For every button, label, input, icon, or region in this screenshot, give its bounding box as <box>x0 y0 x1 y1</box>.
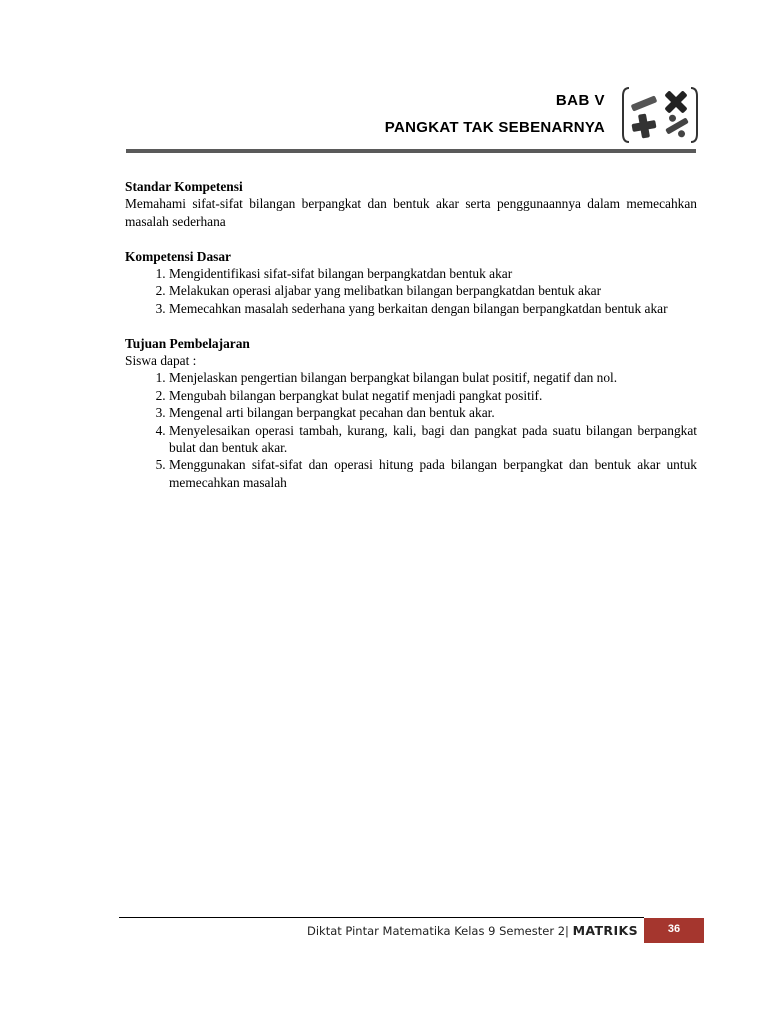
chapter-number: BAB V <box>555 92 605 109</box>
section-title: Tujuan Pembelajaran <box>125 335 250 351</box>
list-item: 2. Melakukan operasi aljabar yang melibatkan bilangan berpangkatdan bentuk akar <box>169 282 697 299</box>
math-operators-icon <box>621 84 699 146</box>
page-number-badge: 36 <box>644 918 704 943</box>
section-tujuan-pembelajaran <box>125 335 697 492</box>
footer-brand: MATRIKS <box>572 923 638 938</box>
list-item: 1. Menjelaskan pengertian bilangan berpangkat bilangan bulat positif, negatif dan nol. <box>169 369 697 386</box>
section-kompetensi-dasar <box>125 248 697 318</box>
section-standar-kompetensi <box>125 178 697 230</box>
list-item: 3. Mengenal arti bilangan berpangkat pecahan dan bentuk akar. <box>169 404 697 421</box>
header-rule <box>126 149 696 153</box>
chapter-title: PANGKAT TAK SEBENARNYA <box>384 119 605 136</box>
list-item: 4. Menyelesaikan operasi tambah, kurang, kali, bagi dan pangkat pada suatu bilangan berpangkat bulat dan bentuk akar. <box>169 422 697 457</box>
list-item: 5. Menggunakan sifat-sifat dan operasi hitung pada bilangan berpangkat dan bentuk akar untuk memecahkan masalah <box>169 456 697 491</box>
footer-rule <box>119 917 644 918</box>
section-paragraph: Memahami sifat-sifat bilangan berpangkat dan bentuk akar serta penggunaannya dalam memecahkan masalah sederhana <box>125 196 697 229</box>
section-title: Standar Kompetensi <box>125 179 243 194</box>
list-item: 1. Mengidentifikasi sifat-sifat bilangan berpangkatdan bentuk akar <box>169 265 697 282</box>
footer-text: Diktat Pintar Matematika Kelas 9 Semester 2| <box>306 924 569 938</box>
section-intro: Siswa dapat : <box>125 353 197 369</box>
kompetensi-list <box>125 265 697 317</box>
list-item: 3. Memecahkan masalah sederhana yang berkaitan dengan bilangan berpangkatdan bentuk akar <box>169 300 697 317</box>
content <box>125 178 697 509</box>
tujuan-list <box>125 369 697 491</box>
footer-caption <box>307 923 638 938</box>
section-title: Kompetensi Dasar <box>125 248 232 264</box>
list-item: 2. Mengubah bilangan berpangkat bulat negatif menjadi pangkat positif. <box>169 387 697 404</box>
